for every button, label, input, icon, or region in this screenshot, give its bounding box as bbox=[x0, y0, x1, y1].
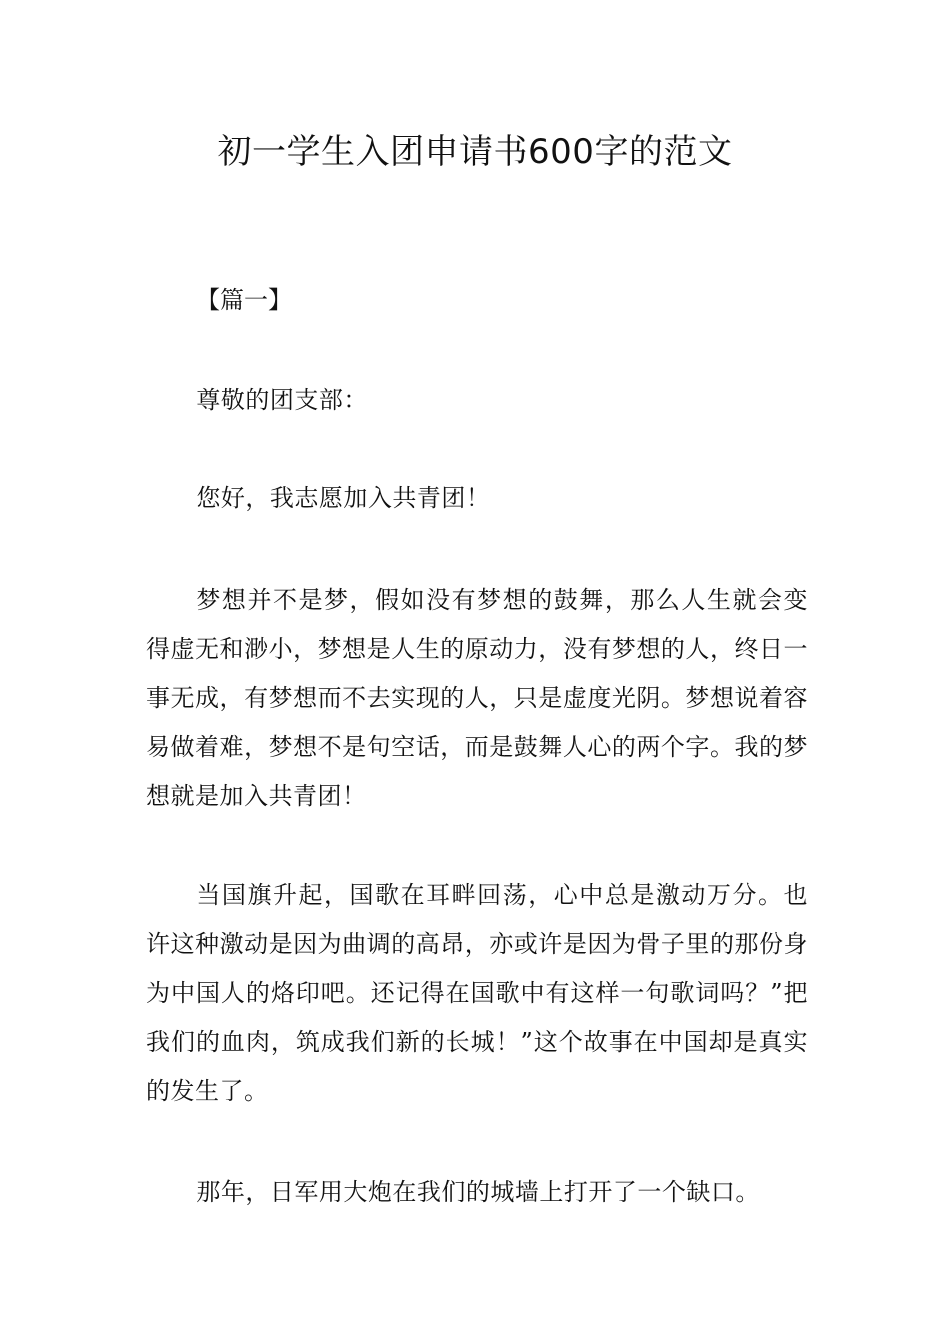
greeting-paragraph: 您好，我志愿加入共青团！ bbox=[196, 484, 491, 512]
section-label: 【篇一】 bbox=[196, 286, 292, 314]
document-title: 初一学生入团申请书600字的范文 bbox=[217, 132, 733, 172]
body-paragraph: 梦想并不是梦，假如没有梦想的鼓舞，那么人生就会变得虚无和渺小，梦想是人生的原动力，没有梦想的人，终日一事无成，有梦想而不去实现的人，只是虚度光阴。梦想说着容易做着难，梦想不是句空话，而是鼓舞人心的两个字。我的梦想就是加入共青团！ bbox=[146, 586, 808, 810]
body-paragraph: 当国旗升起，国歌在耳畔回荡，心中总是激动万分。也许这种激动是因为曲调的高昂，亦或许是因为骨子里的那份身为中国人的烙印吧。还记得在国歌中有这样一句歌词吗？”把我们的血肉，筑成我们新的长城！”这个故事在中国却是真实的发生了。 bbox=[146, 881, 808, 1105]
body-paragraph: 那年，日军用大炮在我们的城墙上打开了一个缺口。 bbox=[196, 1178, 760, 1206]
salutation-paragraph: 尊敬的团支部： bbox=[196, 386, 368, 414]
